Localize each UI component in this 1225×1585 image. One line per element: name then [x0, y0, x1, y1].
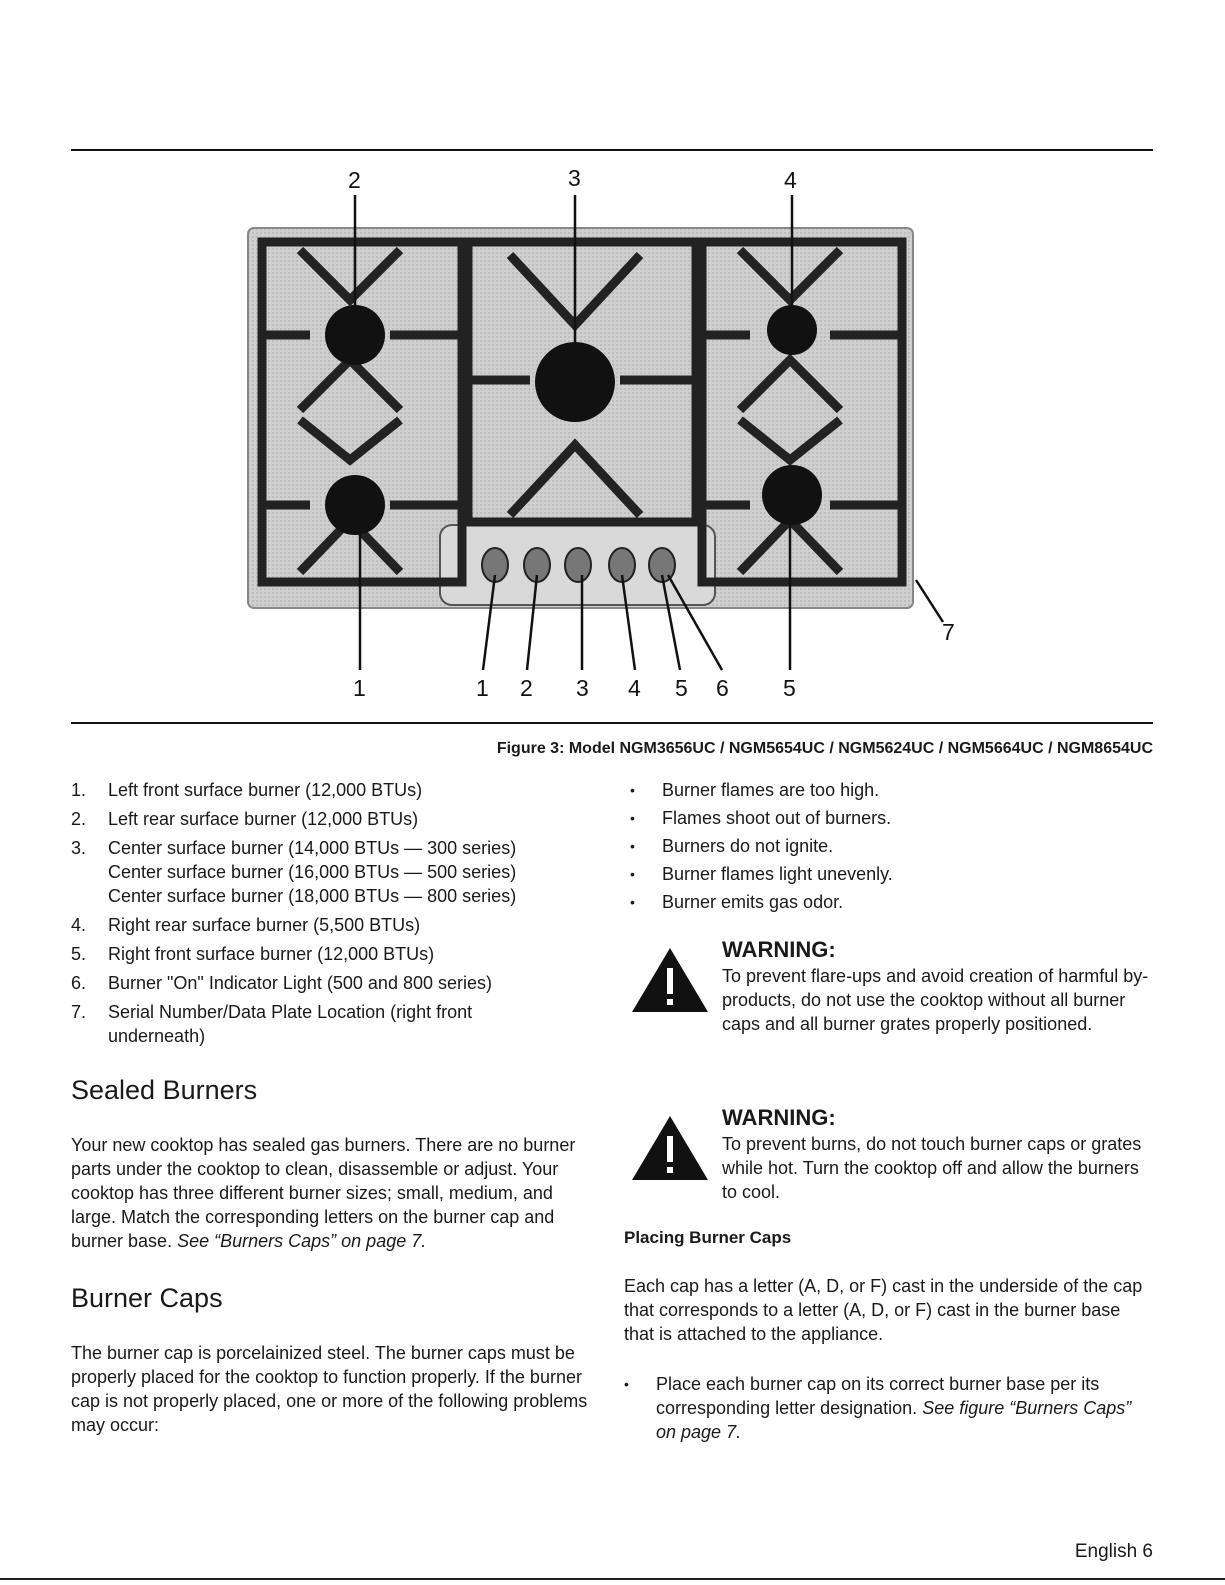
placing-list: [624, 1372, 1155, 1444]
parts-list: [71, 778, 601, 1048]
list-item: 7. Serial Number/Data Plate Location (right front underneath): [71, 1002, 473, 1046]
callout-bottom-5: 5: [783, 675, 796, 701]
bottom-rule: [0, 1578, 1225, 1580]
list-item: 4. Right rear surface burner (5,500 BTUs): [71, 915, 421, 935]
callout-knob-2: 2: [520, 675, 533, 701]
warning-title: WARNING:: [722, 1105, 836, 1130]
list-item: 3. Center surface burner (14,000 BTUs — 300 series) Center surface burner (16,000 BTUs — 500 series) Center surface burner (18,000 BTUs — 800 series): [71, 838, 517, 906]
callout-side-7: 7: [942, 619, 955, 645]
list-item: • Burner flames are too high.: [630, 778, 1155, 802]
right-column: [624, 778, 1155, 1478]
warning-title: WARNING:: [722, 937, 836, 962]
list-item: • Place each burner cap on its correct burner base per its corresponding letter designation. See figure “Burners Caps” on page 7.: [624, 1372, 1155, 1444]
placing-section: [624, 1228, 1155, 1448]
burner-caps-heading: Burner Caps: [71, 1283, 223, 1313]
cooktop-figure: [240, 160, 980, 705]
list-item: 6. Burner "On" Indicator Light (500 and 800 series): [71, 973, 492, 993]
callout-bottom-1: 1: [353, 675, 366, 701]
callout-top-4: 4: [784, 167, 797, 193]
sealed-burners-text: Your new cooktop has sealed gas burners. There are no burner parts under the cooktop to clean, disassemble or adjust. Your cooktop has three different burner sizes; small, medium, and large. Match the corresponding letters on the burner cap and burner base. See “Burners Caps” on page 7.: [71, 1135, 576, 1251]
callout-knob-4: 4: [628, 675, 641, 701]
sealed-burners-heading: Sealed Burners: [71, 1075, 258, 1105]
list-item: • Flames shoot out of burners.: [630, 806, 1155, 830]
placing-ref: See figure “Burners Caps” on page 7.: [656, 1398, 1132, 1442]
figure-rule: [71, 722, 1153, 724]
right-front-burner: [762, 465, 822, 525]
placing-text: Each cap has a letter (A, D, or F) cast in the underside of the cap that corresponds to a letter (A, D, or F) cast in the burner base that is attached to the appliance.: [624, 1276, 1143, 1344]
burner-caps-text: The burner cap is porcelainized steel. The burner caps must be properly placed for the cooktop to function properly. If the burner cap is not properly placed, one or more of the following problems may occur:: [71, 1343, 588, 1435]
problems-list: [630, 778, 1155, 914]
list-item: 2. Left rear surface burner (12,000 BTUs): [71, 809, 419, 829]
warning-box-2: [630, 1104, 1155, 1204]
left-column: [71, 778, 601, 1437]
list-item: • Burner emits gas odor.: [630, 890, 1155, 914]
callout-knob-3: 3: [576, 675, 589, 701]
left-front-burner: [325, 475, 385, 535]
placing-heading: Placing Burner Caps: [624, 1228, 792, 1247]
warning-text: To prevent flare-ups and avoid creation of harmful by-products, do not use the cooktop without all burner caps and all burner grates properly positioned.: [722, 966, 1149, 1034]
figure-caption: Figure 3: Model NGM3656UC / NGM5654UC / NGM5624UC / NGM5664UC / NGM8654UC: [496, 740, 1153, 757]
warning-text: To prevent burns, do not touch burner caps or grates while hot. Turn the cooktop off and allow the burners to cool.: [722, 1134, 1142, 1202]
sealed-burners-ref: See “Burners Caps” on page 7.: [177, 1231, 427, 1251]
callout-knob-1: 1: [476, 675, 489, 701]
warning-triangle-icon: [630, 946, 710, 1014]
callout-knob-5: 5: [675, 675, 688, 701]
top-rule: [71, 149, 1153, 151]
callout-top-3: 3: [568, 165, 581, 191]
list-item: • Burner flames light unevenly.: [630, 862, 1155, 886]
callout-indicator-6: 6: [716, 675, 729, 701]
warning-box-1: [630, 936, 1155, 1036]
list-item: 1. Left front surface burner (12,000 BTUs): [71, 780, 423, 800]
warning-triangle-icon: [630, 1114, 710, 1182]
list-item: 5. Right front surface burner (12,000 BTUs): [71, 944, 435, 964]
callout-top-2: 2: [348, 167, 361, 193]
page-footer: English 6: [1074, 1541, 1153, 1562]
list-item: • Burners do not ignite.: [630, 834, 1155, 858]
